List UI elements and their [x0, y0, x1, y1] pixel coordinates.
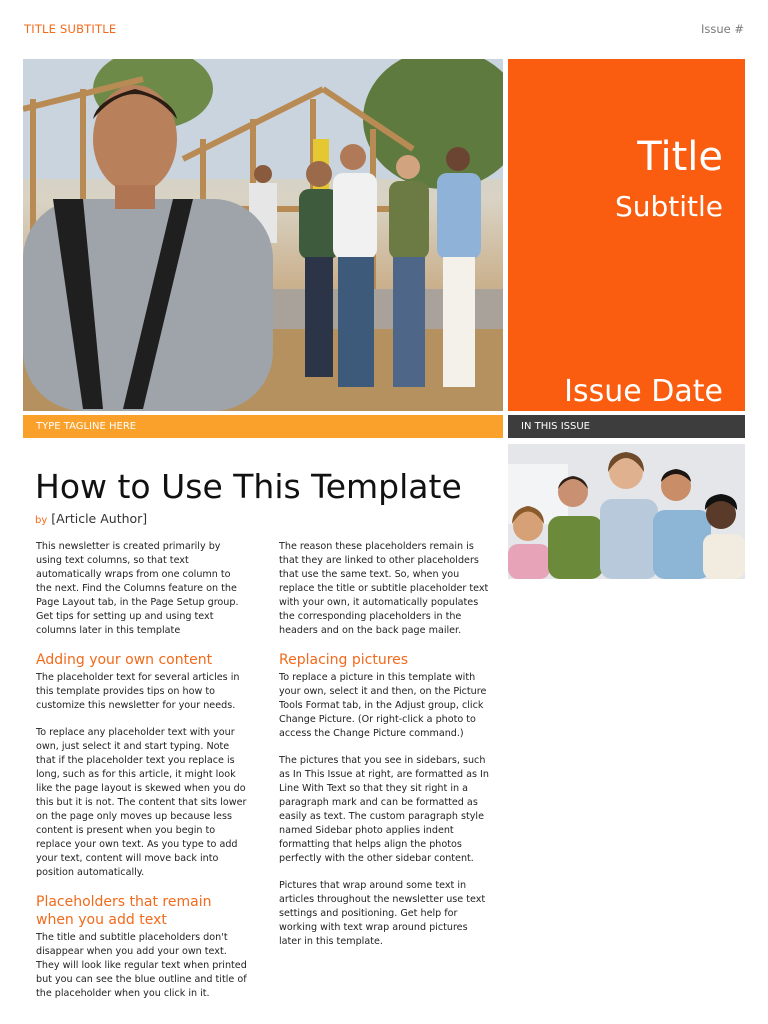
article-paragraph: To replace a picture in this template with your own, select it and then, on the Picture Tools Format tab, in the Adjust group, click Change Picture. (Or right-click a photo to access the Change Picture command.): [279, 672, 487, 739]
article-paragraph: The pictures that you see in sidebars, such as In This Issue at right, are formatted as In Line With Text so that they sit right in a paragraph mark and can be formatted as easily as text. The custom paragraph style named Sidebar photo applies indent formatting that helps align the photos perfectly with the other sidebar content.: [279, 755, 489, 864]
section-heading-replacing-pictures: Replacing pictures: [279, 652, 409, 668]
newsletter-title[interactable]: Title: [637, 134, 723, 180]
tagline-bar[interactable]: TYPE TAGLINE HERE: [23, 415, 503, 438]
article-paragraph: The reason these placeholders remain is that they are linked to other placeholders that use the same text. So, when you replace the title or subtitle placeholder text with your own, it automatically populates the corresponding placeholders in the headers and on the back page mailer.: [279, 541, 489, 636]
article-paragraph: To replace any placeholder text with your own, just select it and start typing. Note that if the placeholder text you replace is long, such as for this article, it might look like the page layout is skewed when you do this but it is not. The content that sits lower on the page only moves up because less content is present when you begin to replace your own text. As you type to add your text, content will move back into position automatically.: [36, 727, 247, 878]
header-issue-number: Issue #: [700, 22, 744, 36]
in-this-issue-bar: IN THIS ISSUE: [508, 415, 745, 438]
article-author[interactable]: [Article Author]: [51, 511, 148, 526]
sidebar-photo-group: [508, 444, 745, 579]
byline-by-label: by: [35, 515, 48, 526]
article-column-right: [279, 540, 491, 962]
newsletter-subtitle[interactable]: Subtitle: [614, 190, 723, 223]
article-column-left: [36, 540, 248, 1014]
article-title[interactable]: How to Use This Template: [35, 467, 462, 506]
article-paragraph: This newsletter is created primarily by using text columns, so that text automatically wraps from one column to the next. Find the Columns feature on the Page Layout tab, in the Page Setup group. Get tips for setting up and using text columns later in this template: [36, 541, 239, 636]
hero-photo-construction-workers: [23, 59, 503, 411]
article-paragraph: Pictures that wrap around some text in articles throughout the newsletter use text settings and positioning. Get help for working with text wrap around pictures later in this template.: [279, 880, 486, 947]
article-paragraph: The title and subtitle placeholders don't disappear when you add your own text. They will look like regular text when printed but you can see the blue outline and title of the placeholder when you click in it.: [36, 932, 247, 999]
issue-date[interactable]: Issue Date: [564, 374, 723, 409]
article-byline: [35, 511, 147, 526]
article-paragraph: The placeholder text for several articles in this template provides tips on how to customize this newsletter for your needs.: [36, 672, 240, 711]
section-heading-adding-content: Adding your own content: [36, 652, 213, 668]
section-heading-placeholders: Placeholders that remain when you add text: [36, 894, 212, 928]
title-block: [508, 59, 745, 411]
header-title-subtitle: TITLE SUBTITLE: [24, 22, 117, 36]
